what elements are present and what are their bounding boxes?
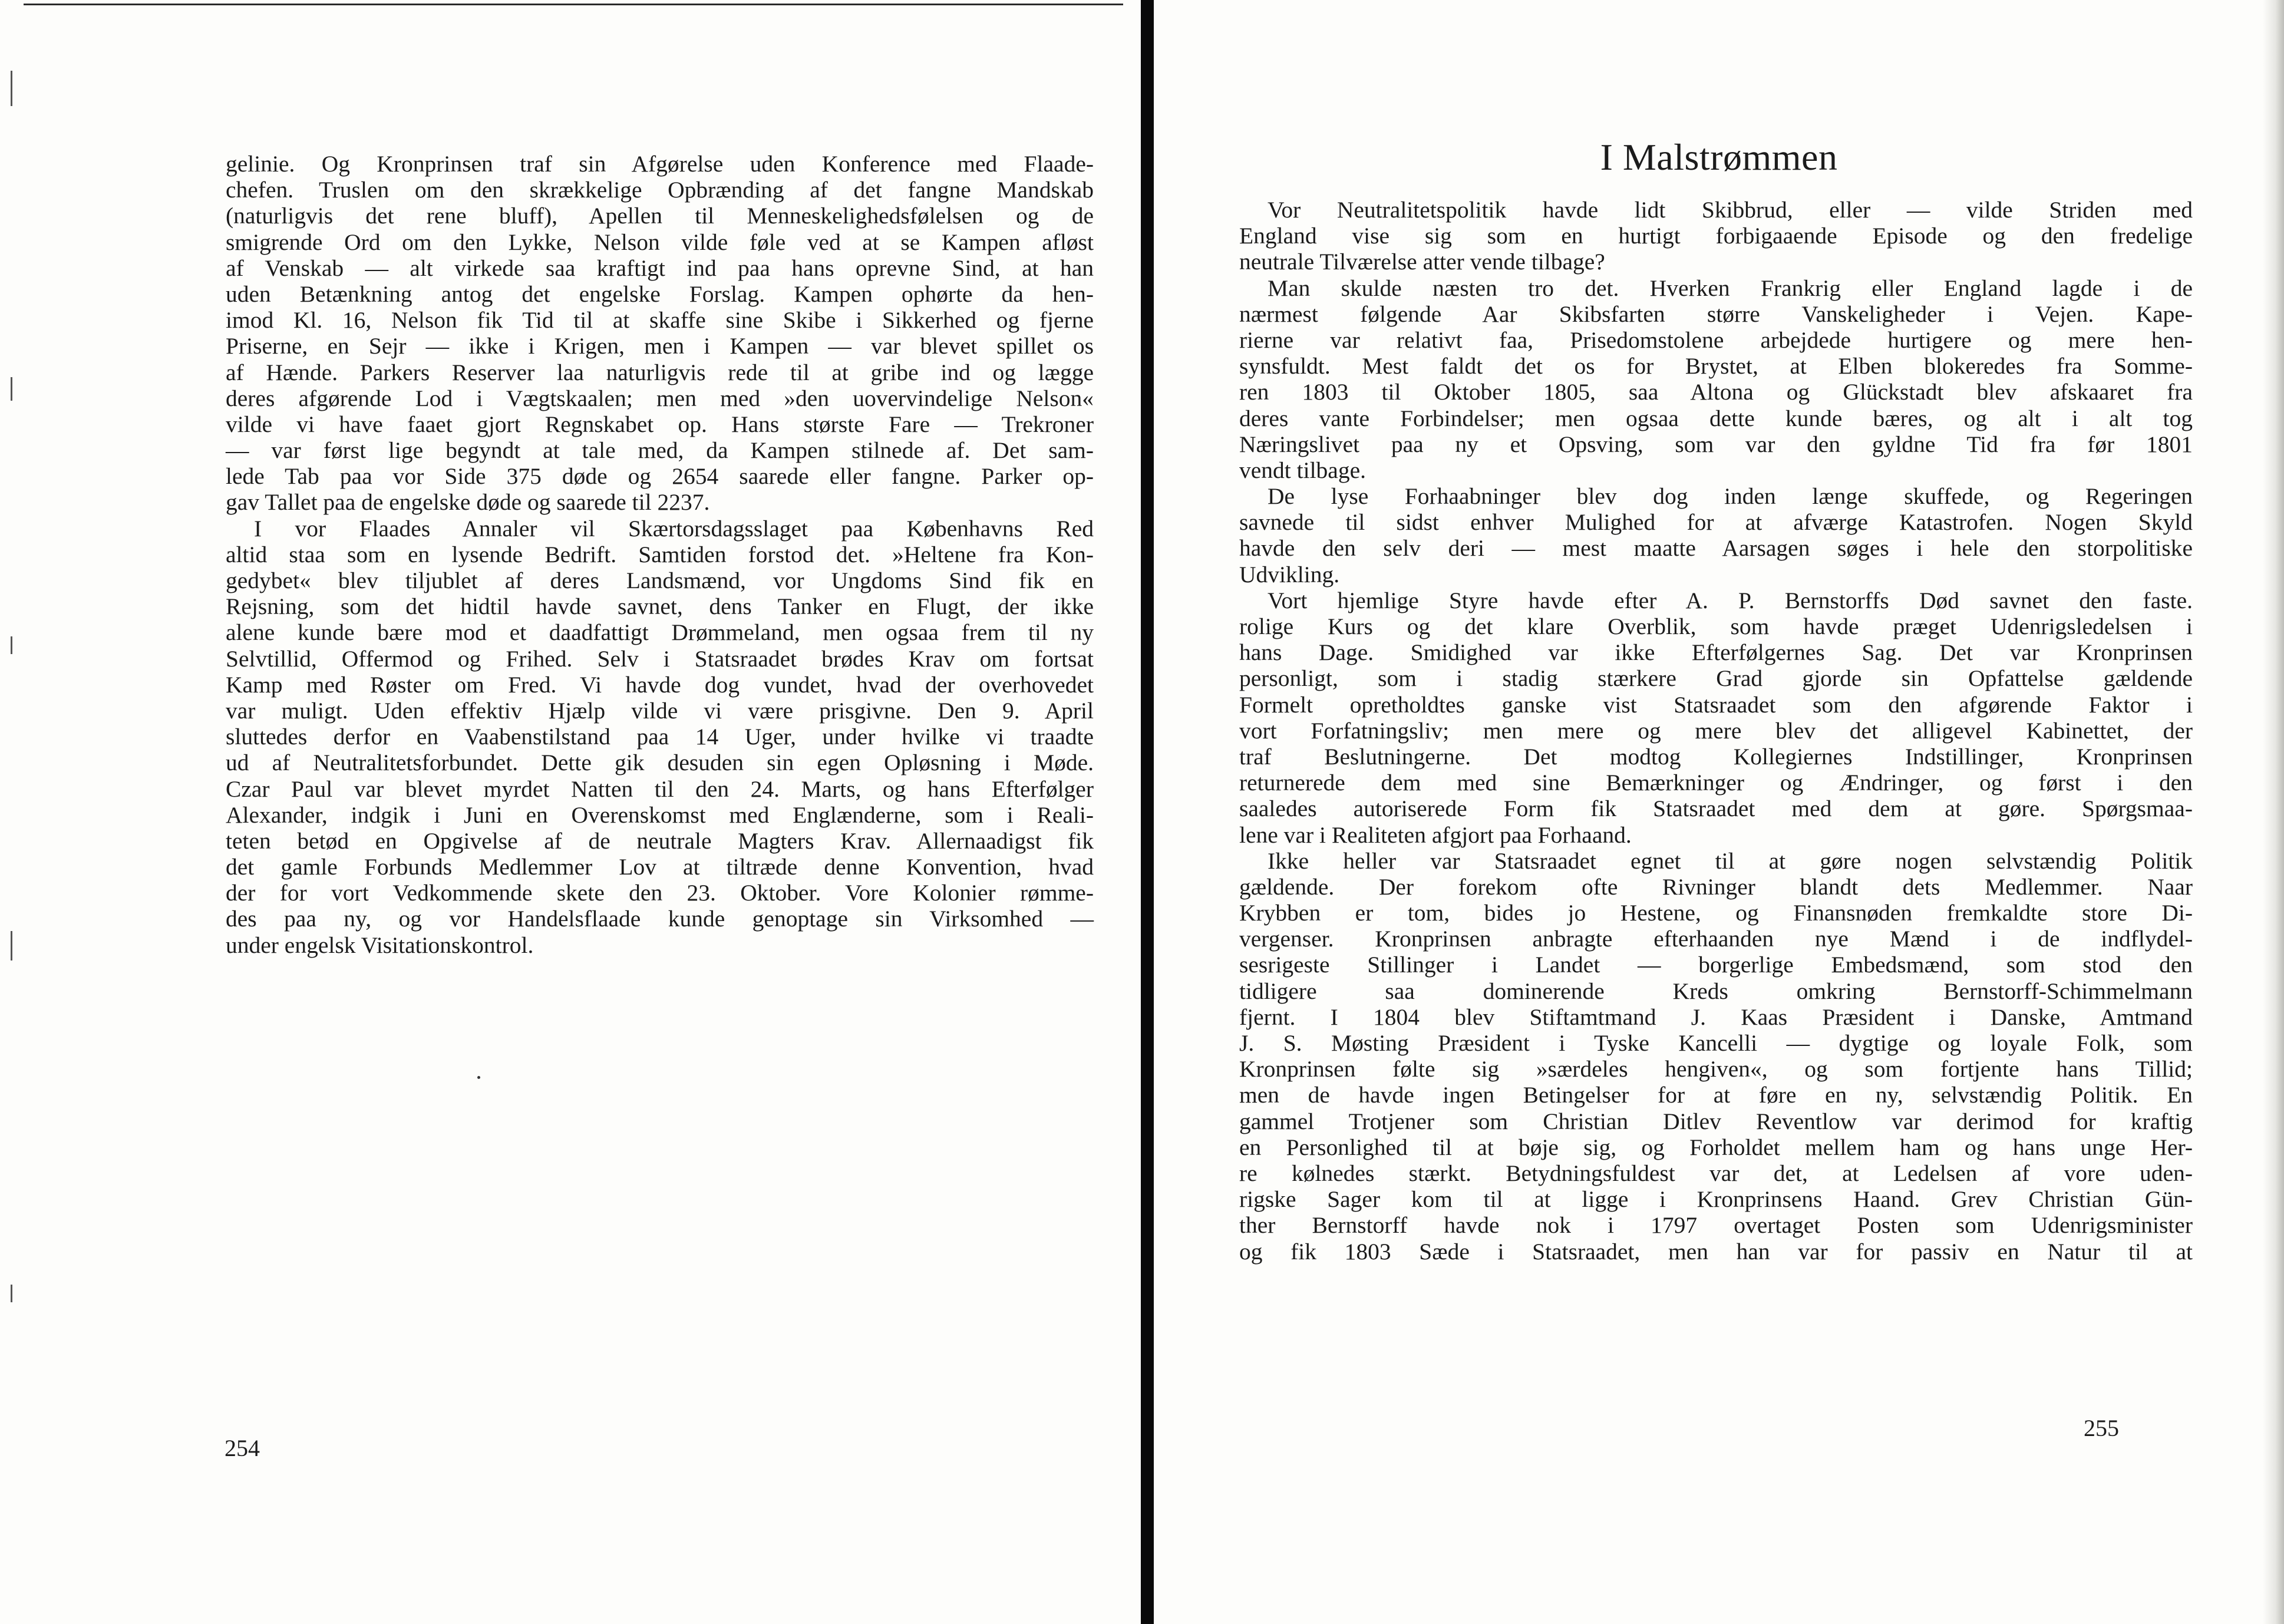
text-line: gældende. Der forekom ofte Rivninger blandt dets Medlemmer. Naar — [1239, 873, 2193, 900]
text-line: imod Kl. 16, Nelson fik Tid til at skaffe sine Skibe i Sikkerhed og fjerne — [226, 307, 1094, 334]
text-line: tidligere saa dominerende Kreds omkring Bernstorff-Schimmelmann — [1239, 978, 2193, 1004]
binding-marks — [6, 47, 24, 1579]
text-line: personligt, som i stadig stærkere Grad gjorde sin Opfattelse gældende — [1239, 665, 2193, 692]
text-line: ren 1803 til Oktober 1805, saa Altona og Glückstadt blev afskaaret fra — [1239, 379, 2193, 405]
text-line: Kamp med Røster om Fred. Vi havde dog vundet, hvad der overhovedet — [226, 671, 1094, 698]
text-line: Formelt opretholdtes ganske vist Statsraadet som den afgørende Faktor i — [1239, 691, 2193, 718]
text-line: af Venskab — alt virkede saa kraftigt ind paa hans oprevne Sind, at han — [226, 255, 1094, 281]
text-line: under engelsk Visitationskontrol. — [226, 932, 534, 958]
text-line: rolige Kurs og det klare Overblik, som havde præget Udenrigsledelsen i — [1239, 613, 2193, 639]
top-rule — [24, 4, 1123, 11]
text-line: sluttedes derfor en Vaabenstilstand paa 14 Uger, under hvilke vi traadte — [226, 724, 1094, 750]
text-line: Vort hjemlige Styre havde efter A. P. Bernstorffs Død savnet den faste. — [1268, 587, 2193, 613]
text-line: var muligt. Uden effektiv Hjælp vilde vi være prisgivne. Den 9. April — [226, 697, 1094, 724]
text-line: savnede til sidst enhver Mulighed for at afværge Katastrofen. Nogen Skyld — [1239, 509, 2193, 536]
text-line: gedybet« blev tiljublet af deres Landsmænd, vor Ungdoms Sind fik en — [226, 567, 1094, 593]
text-line: deres vante Forbindelser; men ogsaa dette kunde bæres, og alt i alt tog — [1239, 405, 2193, 431]
text-line: (naturligvis det rene bluff), Apellen til Menneskelighedsfølelsen og de — [226, 203, 1094, 229]
text-line: alene kunde bære mod et daadfattigt Drømmeland, men ogsaa frem til ny — [226, 619, 1094, 646]
page-number: 255 — [2084, 1415, 2119, 1441]
text-line: det gamle Forbunds Medlemmer Lov at tiltræde denne Konvention, hvad — [226, 854, 1094, 880]
text-line: der for vort Vedkommende skete den 23. Oktober. Vore Kolonier rømme- — [226, 880, 1094, 906]
text-line: Udvikling. — [1239, 561, 1340, 587]
text-line: Czar Paul var blevet myrdet Natten til den 24. Marts, og hans Efterfølger — [226, 775, 1094, 802]
text-line: uden Betænkning antog det engelske Forslag. Kampen ophørte da hen- — [226, 280, 1094, 307]
text-line: England vise sig som en hurtigt forbigaaende Episode og den fredelige — [1239, 223, 2193, 249]
text-line: smigrende Ord om den Lykke, Nelson vilde føle ved at se Kampen afløst — [226, 229, 1094, 255]
text-line: — var først lige begyndt at tale med, da Kampen stilnede af. Det sam- — [226, 437, 1094, 464]
text-line: Man skulde næsten tro det. Hverken Frankrig eller England lagde i de — [1268, 275, 2193, 301]
text-line: saaledes autoriserede Form fik Statsraadet med dem at gøre. Spørgsmaa- — [1239, 796, 2193, 822]
text-line: gammel Trotjener som Christian Ditlev Reventlow var derimod for kraftig — [1239, 1108, 2193, 1134]
text-line: Priserne, en Sejr — ikke i Krigen, men i Kampen — var blevet spillet os — [226, 333, 1094, 359]
text-line: gav Tallet paa de engelske døde og saarede til 2237. — [226, 489, 710, 516]
text-line: havde den selv deri — mest maatte Aarsagen søges i hele den storpolitiske — [1239, 535, 2193, 562]
right-page — [1154, 0, 2284, 1624]
text-line: rierne var relativt faa, Prisedomstolene arbejdede hurtigere og mere hen- — [1239, 326, 2193, 353]
text-line: hans Dage. Smidighed var ikke Efterfølgernes Sag. Det var Kronprinsen — [1239, 639, 2193, 666]
text-line: nærmest følgende Aar Skibsfarten større Vanskeligheder i Vejen. Kape- — [1239, 301, 2193, 327]
text-line: en Personlighed til at bøje sig, og Forholdet mellem ham og hans unge Her- — [1239, 1134, 2193, 1160]
text-line: Ikke heller var Statsraadet egnet til at gøre nogen selvstændig Politik — [1268, 847, 2193, 874]
text-line: og fik 1803 Sæde i Statsraadet, men han var for passiv en Natur til at — [1239, 1238, 2193, 1265]
ink-speck — [477, 1076, 480, 1079]
text-line: ther Bernstorff havde nok i 1797 overtaget Posten som Udenrigsminister — [1239, 1212, 2193, 1239]
left-page — [0, 0, 1141, 1624]
text-line: teten betød en Opgivelse af de neutrale Magters Krav. Allernaadigst fik — [226, 827, 1094, 854]
text-line: Krybben er tom, bides jo Hestene, og Finansnøden fremkaldte store Di- — [1239, 900, 2193, 926]
text-line: chefen. Truslen om den skrækkelige Opbrænding af det fangne Mandskab — [226, 177, 1094, 203]
text-line: neutrale Tilværelse atter vende tilbage? — [1239, 249, 1605, 275]
text-line: lene var i Realiteten afgjort paa Forhaand. — [1239, 821, 1632, 848]
text-line: men de havde ingen Betingelser for at føre en ny, selvstændig Politik. En — [1239, 1082, 2193, 1108]
text-line: sesrigeste Stillinger i Landet — borgerlige Embedsmænd, som stod den — [1239, 952, 2193, 978]
text-line: af Hænde. Parkers Reserver laa naturligvis rede til at gribe ind og lægge — [226, 359, 1094, 385]
page-number: 254 — [225, 1435, 260, 1461]
text-line: vendt tilbage. — [1239, 457, 1366, 483]
text-line: returnerede dem med sine Bemærkninger og Ændringer, og først i den — [1239, 770, 2193, 796]
text-line: vort Forfatningsliv; men mere og mere blev det alligevel Kabinettet, der — [1239, 717, 2193, 744]
text-line: re kølnedes stærkt. Betydningsfuldest var det, at Ledelsen af vore uden- — [1239, 1160, 2193, 1186]
text-line: vilde vi have faaet gjort Regnskabet op. Hans største Fare — Trekroner — [226, 411, 1094, 437]
body-text — [226, 151, 1094, 958]
text-line: traf Beslutningerne. Det modtog Kollegiernes Indstillinger, Kronprinsen — [1239, 743, 2193, 770]
text-line: rigske Sager kom til at ligge i Kronprinsens Haand. Grev Christian Gün- — [1239, 1186, 2193, 1213]
text-line: Næringslivet paa ny et Opsving, som var den gyldne Tid fra før 1801 — [1239, 431, 2193, 457]
text-line: des paa ny, og vor Handelsflaade kunde genoptage sin Virksomhed — — [226, 906, 1094, 932]
text-line: altid staa som en lysende Bedrift. Samtiden forstod det. »Heltene fra Kon- — [226, 541, 1094, 567]
text-line: I vor Flaades Annaler vil Skærtorsdagsslaget paa Københavns Red — [254, 515, 1094, 542]
text-line: Rejsning, som det hidtil havde savnet, dens Tanker en Flugt, der ikke — [226, 593, 1094, 620]
text-line: J. S. Møsting Præsident i Tyske Kancelli — dygtige og loyale Folk, som — [1239, 1030, 2193, 1056]
text-line: Selvtillid, Offermod og Frihed. Selv i Statsraadet brødes Krav om fortsat — [226, 645, 1094, 672]
text-line: deres afgørende Lod i Vægtskaalen; men med »den uovervindelige Nelson« — [226, 385, 1094, 411]
text-line: vergenser. Kronprinsen anbragte efterhaanden nye Mænd i de indflydel- — [1239, 926, 2193, 952]
chapter-title: I Malstrømmen — [1600, 136, 1838, 178]
text-line: gelinie. Og Kronprinsen traf sin Afgørelse uden Konference med Flaade- — [226, 151, 1094, 177]
body-text — [1239, 197, 2193, 1265]
page-edge-shadow — [2263, 0, 2284, 1624]
text-line: fjernt. I 1804 blev Stiftamtmand J. Kaas Præsident i Danske, Amtmand — [1239, 1004, 2193, 1030]
text-line: synsfuldt. Mest faldt det os for Brystet, at Elben blokeredes fra Somme- — [1239, 353, 2193, 379]
text-line: Alexander, indgik i Juni en Overenskomst med Englænderne, som i Reali- — [226, 801, 1094, 828]
text-line: Kronprinsen følte sig »særdeles hengiven«, og som fortjente hans Tillid; — [1239, 1056, 2193, 1082]
text-line: lede Tab paa vor Side 375 døde og 2654 saarede eller fangne. Parker op- — [226, 463, 1094, 490]
text-line: De lyse Forhaabninger blev dog inden længe skuffede, og Regeringen — [1268, 483, 2193, 510]
text-line: Vor Neutralitetspolitik havde lidt Skibbrud, eller — vilde Striden med — [1268, 197, 2193, 223]
text-line: ud af Neutralitetsforbundet. Dette gik desuden sin egen Opløsning i Møde. — [226, 750, 1094, 776]
